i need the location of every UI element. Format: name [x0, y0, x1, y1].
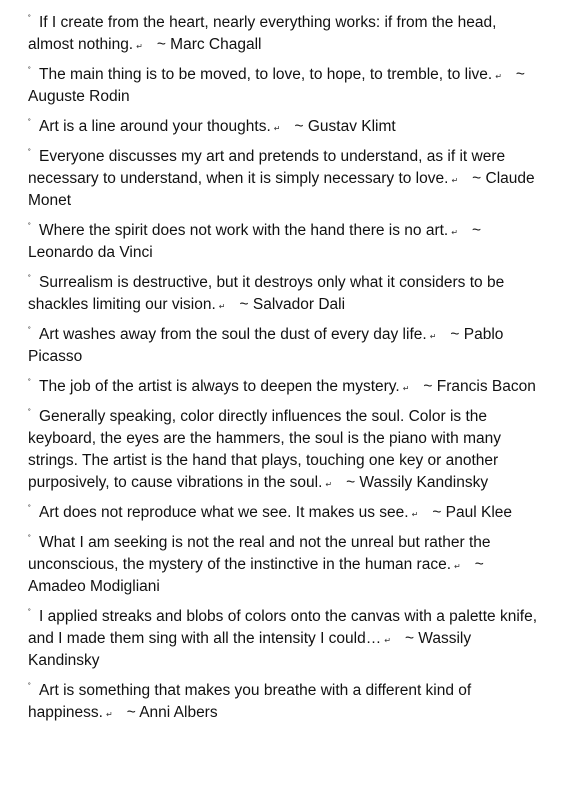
quote-item: [28, 64, 543, 108]
quote-author: ~ Anni Albers: [126, 704, 218, 721]
return-mark-icon: ↵: [495, 72, 502, 81]
bullet-icon: ˚: [28, 608, 31, 618]
quote-text: Generally speaking, color directly influences the soul. Color is the keyboard, the eyes are the hammers, the soul is the piano with many strings. The artist is the hand that plays, touching one key or another purposively, to cause vibrations in the soul.: [28, 408, 501, 491]
quote-item: [28, 680, 543, 724]
bullet-icon: ˚: [28, 534, 31, 544]
quote-author: ~ Salvador Dali: [239, 296, 346, 313]
return-mark-icon: ↵: [384, 636, 391, 645]
quote-author: ~ Leonardo da Vinci: [28, 222, 482, 261]
bullet-icon: ˚: [28, 66, 31, 76]
quote-author: ~ Pablo Picasso: [28, 326, 504, 365]
bullet-icon: ˚: [28, 14, 31, 24]
return-mark-icon: ↵: [429, 332, 437, 341]
quote-text: The main thing is to be moved, to love, to hope, to tremble, to live.: [39, 66, 493, 83]
quote-item: [28, 272, 543, 316]
return-mark-icon: ↵: [273, 124, 281, 133]
quotes-document: [28, 12, 543, 732]
quote-author: ~ Francis Bacon: [423, 378, 536, 395]
quote-item: [28, 376, 543, 398]
quote-author: ~ Marc Chagall: [156, 36, 262, 53]
bullet-icon: ˚: [28, 222, 31, 232]
quote-text: If I create from the heart, nearly everything works: if from the head, almost nothing.: [28, 14, 497, 53]
quote-item: [28, 116, 543, 138]
bullet-icon: ˚: [28, 682, 31, 692]
quote-author: ~ Wassily Kandinsky: [28, 630, 472, 669]
quote-item: [28, 12, 543, 56]
return-mark-icon: ↵: [451, 176, 459, 185]
bullet-icon: ˚: [28, 408, 31, 418]
quote-text: Art washes away from the soul the dust of every day life.: [39, 326, 427, 343]
quote-author: ~ Wassily Kandinsky: [346, 474, 489, 491]
quote-item: [28, 324, 543, 368]
return-mark-icon: ↵: [105, 710, 113, 719]
quote-text: Art does not reproduce what we see. It makes us see.: [39, 504, 409, 521]
bullet-icon: ˚: [28, 274, 31, 284]
quote-author: ~ Paul Klee: [432, 504, 513, 521]
quote-text: Surrealism is destructive, but it destroys only what it considers to be shackles limiting our vision.: [28, 274, 505, 313]
bullet-icon: ˚: [28, 326, 31, 336]
return-mark-icon: ↵: [402, 384, 410, 393]
quote-item: [28, 502, 543, 524]
quote-author: ~ Auguste Rodin: [28, 66, 525, 105]
quote-author: ~ Gustav Klimt: [294, 118, 396, 135]
quote-text: Where the spirit does not work with the hand there is no art.: [39, 222, 449, 239]
quote-text: Art is a line around your thoughts.: [39, 118, 271, 135]
quote-text: Art is something that makes you breathe with a different kind of happiness.: [28, 682, 472, 721]
quote-text: I applied streaks and blobs of colors onto the canvas with a palette knife, and I made them sing with all the intensity I could…: [28, 608, 538, 647]
quote-item: [28, 406, 543, 494]
bullet-icon: ˚: [28, 378, 31, 388]
return-mark-icon: ↵: [451, 228, 458, 237]
bullet-icon: ˚: [28, 118, 31, 128]
quote-item: [28, 146, 543, 212]
quote-item: [28, 220, 543, 264]
quote-author: ~ Amadeo Modigliani: [28, 556, 484, 595]
return-mark-icon: ↵: [411, 510, 419, 519]
return-mark-icon: ↵: [325, 480, 333, 489]
quote-author: ~ Claude Monet: [28, 170, 535, 209]
quote-item: [28, 532, 543, 598]
return-mark-icon: ↵: [454, 562, 461, 571]
quote-text: What I am seeking is not the real and not the unreal but rather the unconscious, the mystery of the instinctive in the human race.: [28, 534, 491, 573]
quote-item: [28, 606, 543, 672]
return-mark-icon: ↵: [218, 302, 226, 311]
quote-text: Everyone discusses my art and pretends to understand, as if it were necessary to understand, when it is simply necessary to love.: [28, 148, 506, 187]
quote-text: The job of the artist is always to deepen the mystery.: [39, 378, 400, 395]
bullet-icon: ˚: [28, 504, 31, 514]
return-mark-icon: ↵: [136, 42, 143, 51]
bullet-icon: ˚: [28, 148, 31, 158]
